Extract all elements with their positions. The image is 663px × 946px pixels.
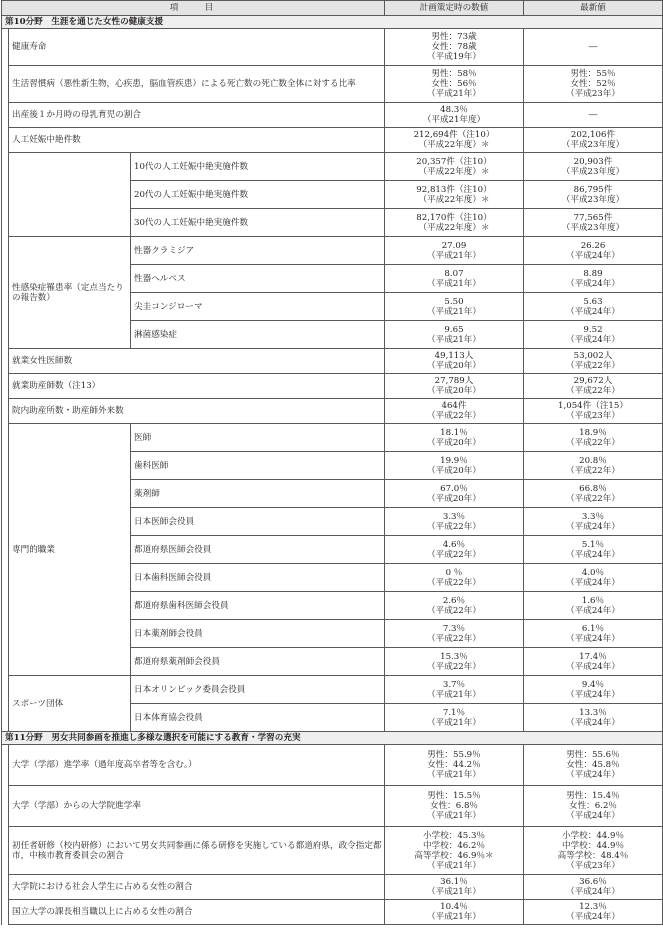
plan-value-line: （平成20年） bbox=[427, 493, 481, 504]
plan-value-line: 女性：6.8％ bbox=[429, 801, 479, 811]
plan-value-line: 小学校：45.3％ bbox=[422, 830, 486, 841]
plan-value-line: 15.3％ bbox=[440, 651, 468, 662]
sub-row-label: 30代の人工妊娠中絶実施件数 bbox=[131, 209, 385, 237]
table-row bbox=[2, 875, 663, 900]
latest-value-line: 29,672人 bbox=[573, 376, 613, 386]
latest-value-line: （平成24年） bbox=[566, 661, 620, 672]
row-label: 出産後１か月時の母乳育児の割合 bbox=[9, 103, 385, 128]
plan-value-line: 男性：73歳 bbox=[431, 32, 477, 42]
plan-value bbox=[385, 900, 524, 925]
latest-value-line: 5.63 bbox=[583, 296, 603, 307]
latest-value bbox=[524, 349, 663, 374]
row-label: 就業女性医師数 bbox=[9, 349, 385, 374]
table-row bbox=[2, 103, 663, 128]
plan-value-line: （平成22年度）＊ bbox=[418, 140, 490, 150]
sub-row-label: 日本体育協会役員 bbox=[131, 704, 385, 732]
sub-row-label: 尖圭コンジローマ bbox=[131, 293, 385, 321]
plan-value bbox=[385, 349, 524, 374]
plan-value-line: （平成21年度） bbox=[422, 115, 486, 125]
plan-value bbox=[385, 128, 524, 153]
plan-value-line: （平成21年） bbox=[427, 250, 481, 261]
plan-value-line: （平成22年） bbox=[427, 521, 481, 532]
plan-value-line: 5.50 bbox=[444, 296, 464, 307]
plan-value-line: （平成19年） bbox=[427, 52, 481, 62]
latest-value bbox=[524, 648, 663, 676]
header-row bbox=[2, 1, 663, 16]
plan-value-line: 女性：78歳 bbox=[431, 42, 477, 52]
plan-value bbox=[385, 153, 524, 181]
plan-value-line: （平成21年） bbox=[427, 811, 481, 821]
latest-value-line: 4.0％ bbox=[581, 567, 605, 578]
section-title: 第10分野 生涯を通じた女性の健康支援 bbox=[2, 16, 663, 29]
plan-value-line: （平成22年） bbox=[427, 577, 481, 588]
plan-value-line: 48.3％ bbox=[440, 105, 468, 115]
plan-value bbox=[385, 620, 524, 648]
latest-value-line: 53,002人 bbox=[573, 351, 613, 361]
row-label: 生活習慣病（悪性新生物，心疾患，脳血管疾患）による死亡数の死亡数全体に対する比率 bbox=[9, 66, 385, 103]
plan-value-line: 3.7％ bbox=[442, 679, 466, 690]
sub-row-label: 日本薬剤師会役員 bbox=[131, 620, 385, 648]
plan-value-line: 18.1％ bbox=[440, 427, 468, 438]
latest-value bbox=[524, 480, 663, 508]
plan-value bbox=[385, 676, 524, 704]
sub-row-label: 淋菌感染症 bbox=[131, 321, 385, 349]
row-label: 大学（学部）進学率（過年度高卒者等を含む。） bbox=[9, 745, 385, 786]
latest-value-line: （平成23年） bbox=[566, 860, 620, 871]
latest-value-line: 17.4％ bbox=[579, 651, 607, 662]
plan-value-line: 10.4％ bbox=[440, 902, 468, 912]
latest-value-line: 8.89 bbox=[583, 268, 603, 279]
plan-value-line: 7.1％ bbox=[442, 707, 466, 718]
latest-value bbox=[524, 592, 663, 620]
plan-value bbox=[385, 827, 524, 875]
plan-value-line: 8.07 bbox=[444, 268, 464, 279]
plan-value-line: 27.09 bbox=[441, 240, 467, 251]
latest-value-line: 36.6％ bbox=[579, 877, 607, 887]
latest-value-line: 1,054件（注15） bbox=[558, 401, 628, 411]
latest-value bbox=[524, 181, 663, 209]
plan-value-line: 男性：15.5％ bbox=[427, 791, 481, 801]
latest-value-line: （平成24年） bbox=[566, 250, 620, 261]
plan-value bbox=[385, 265, 524, 293]
plan-value-line: （平成20年） bbox=[427, 437, 481, 448]
table-row bbox=[2, 786, 663, 827]
latest-value-line: 5.1％ bbox=[581, 539, 605, 550]
group-label: 専門的職業 bbox=[9, 424, 131, 676]
row-label: 健康寿命 bbox=[9, 29, 385, 66]
latest-value-line: （平成22年） bbox=[566, 386, 620, 396]
plan-value-line: （平成22年） bbox=[427, 549, 481, 560]
plan-value-line: （平成21年） bbox=[427, 717, 481, 728]
latest-value-line: 女性：45.8％ bbox=[566, 760, 620, 770]
plan-value bbox=[385, 648, 524, 676]
latest-value-line: （平成24年） bbox=[566, 549, 620, 560]
section-header bbox=[2, 732, 663, 745]
header-plan: 計画策定時の数値 bbox=[385, 1, 524, 16]
row-label: 院内助産所数・助産師外来数 bbox=[9, 399, 385, 424]
sub-row-label: 日本歯科医師会役員 bbox=[131, 564, 385, 592]
plan-value bbox=[385, 480, 524, 508]
row-label: 大学院における社会人学生に占める女性の割合 bbox=[9, 875, 385, 900]
latest-value bbox=[524, 293, 663, 321]
latest-value-line: （平成24年） bbox=[566, 577, 620, 588]
plan-value bbox=[385, 564, 524, 592]
latest-value-line: （平成24年） bbox=[566, 689, 620, 700]
latest-value-line: 1.6％ bbox=[581, 595, 605, 606]
plan-value-line: （平成21年） bbox=[427, 912, 481, 922]
header-item-text: 項 目 bbox=[169, 3, 217, 13]
latest-value bbox=[524, 153, 663, 181]
plan-value bbox=[385, 374, 524, 399]
plan-value bbox=[385, 66, 524, 103]
latest-value-line: （平成23年） bbox=[566, 89, 620, 99]
plan-value-line: 49,113人 bbox=[434, 351, 474, 361]
plan-value bbox=[385, 399, 524, 424]
latest-value bbox=[524, 536, 663, 564]
sub-row-label: 歯科医師 bbox=[131, 452, 385, 480]
plan-value-line: 2.6％ bbox=[442, 595, 466, 606]
table-row bbox=[2, 827, 663, 875]
plan-value bbox=[385, 293, 524, 321]
plan-value-line: （平成22年） bbox=[427, 605, 481, 616]
plan-value-line: 3.3％ bbox=[442, 511, 466, 522]
latest-value-line: （平成24年） bbox=[566, 887, 620, 897]
table-row bbox=[2, 900, 663, 925]
plan-value-line: （平成21年） bbox=[427, 689, 481, 700]
sub-row-label: 日本オリンピック委員会役員 bbox=[131, 676, 385, 704]
latest-value bbox=[524, 321, 663, 349]
latest-value-line: （平成24年） bbox=[566, 770, 620, 780]
table-row bbox=[2, 676, 663, 704]
row-label: 人工妊娠中絶件数 bbox=[9, 128, 385, 153]
latest-value-line: （平成24年） bbox=[566, 278, 620, 289]
latest-value-line: 26.26 bbox=[580, 240, 606, 251]
plan-value bbox=[385, 536, 524, 564]
plan-value-line: 36.1％ bbox=[440, 877, 468, 887]
plan-value-line: （平成22年度）＊ bbox=[418, 194, 490, 205]
latest-value-line: （平成22年） bbox=[566, 437, 620, 448]
latest-value-line: ― bbox=[588, 110, 598, 120]
table-row bbox=[2, 237, 663, 265]
latest-value bbox=[524, 564, 663, 592]
latest-value-line: 20,903件 bbox=[573, 156, 613, 167]
plan-value-line: 0 ％ bbox=[445, 567, 463, 578]
latest-value-line: 202,106件 bbox=[570, 130, 616, 140]
latest-value bbox=[524, 265, 663, 293]
latest-value-line: （平成24年） bbox=[566, 605, 620, 616]
section-indent bbox=[2, 745, 9, 925]
latest-value-line: （平成23年） bbox=[566, 411, 620, 421]
sub-row-label: 日本医師会役員 bbox=[131, 508, 385, 536]
sub-row-label: 性器ヘルペス bbox=[131, 265, 385, 293]
latest-value-line: 9.52 bbox=[583, 324, 603, 335]
latest-value bbox=[524, 29, 663, 66]
latest-value bbox=[524, 103, 663, 128]
sub-row-label: 10代の人工妊娠中絶実施件数 bbox=[131, 153, 385, 181]
latest-value-line: （平成24年） bbox=[566, 912, 620, 922]
table-row bbox=[2, 374, 663, 399]
plan-value-line: 20,357件（注10） bbox=[416, 156, 492, 167]
plan-value-line: 男性：55.9％ bbox=[427, 750, 481, 760]
latest-value bbox=[524, 704, 663, 732]
latest-value-line: ― bbox=[588, 42, 598, 52]
latest-value-line: 6.1％ bbox=[581, 623, 605, 634]
table-row bbox=[2, 128, 663, 153]
plan-value bbox=[385, 424, 524, 452]
plan-value-line: 9.65 bbox=[444, 324, 464, 335]
plan-value bbox=[385, 237, 524, 265]
plan-value-line: （平成21年） bbox=[427, 887, 481, 897]
plan-value-line: 92,813件（注10） bbox=[416, 184, 492, 195]
latest-value-line: 女性：6.2％ bbox=[568, 801, 618, 811]
plan-value-line: （平成21年） bbox=[427, 770, 481, 780]
latest-value-line: 18.9％ bbox=[579, 427, 607, 438]
latest-value bbox=[524, 508, 663, 536]
latest-value bbox=[524, 424, 663, 452]
plan-value bbox=[385, 209, 524, 237]
plan-value bbox=[385, 745, 524, 786]
sub-row-label: 20代の人工妊娠中絶実施件数 bbox=[131, 181, 385, 209]
plan-value-line: （平成22年度）＊ bbox=[418, 166, 490, 177]
plan-value-line: （平成20年） bbox=[427, 386, 481, 396]
plan-value bbox=[385, 181, 524, 209]
plan-value bbox=[385, 786, 524, 827]
latest-value bbox=[524, 128, 663, 153]
plan-value-line: 19.9％ bbox=[440, 455, 468, 466]
latest-value-line: （平成24年） bbox=[566, 306, 620, 317]
table-row bbox=[2, 153, 663, 181]
latest-value-line: （平成22年） bbox=[566, 493, 620, 504]
group-label: 性感染症罹患率（定点当たりの報告数） bbox=[9, 237, 131, 349]
plan-value-line: 464件 bbox=[441, 401, 467, 411]
group-indent bbox=[9, 153, 131, 237]
plan-value-line: （平成21年） bbox=[427, 278, 481, 289]
plan-value-line: 27,789人 bbox=[434, 376, 474, 386]
latest-value bbox=[524, 452, 663, 480]
sub-row-label: 性器クラミジア bbox=[131, 237, 385, 265]
row-label: 大学（学部）からの大学院進学率 bbox=[9, 786, 385, 827]
table-row bbox=[2, 349, 663, 374]
latest-value-line: （平成24年） bbox=[566, 334, 620, 345]
latest-value-line: 3.3％ bbox=[581, 511, 605, 522]
latest-value-line: （平成24年） bbox=[566, 811, 620, 821]
plan-value-line: （平成20年） bbox=[427, 361, 481, 371]
latest-value-line: （平成24年） bbox=[566, 633, 620, 644]
latest-value bbox=[524, 374, 663, 399]
plan-value bbox=[385, 592, 524, 620]
header-item bbox=[2, 1, 385, 16]
plan-value-line: （平成21年） bbox=[427, 89, 481, 99]
table-row bbox=[2, 66, 663, 103]
plan-value-line: 67.0％ bbox=[440, 483, 468, 494]
plan-value-line: （平成22年） bbox=[427, 411, 481, 421]
plan-value-line: 82,170件（注10） bbox=[416, 212, 492, 223]
plan-value-line: 女性：56％ bbox=[431, 79, 477, 89]
latest-value-line: （平成23年度） bbox=[561, 166, 625, 177]
latest-value-line: 男性：55％ bbox=[570, 69, 616, 79]
section-header bbox=[2, 16, 663, 29]
latest-value-line: 13.3％ bbox=[579, 707, 607, 718]
group-label: スポーツ団体 bbox=[9, 676, 131, 732]
sub-row-label: 都道府県医師会役員 bbox=[131, 536, 385, 564]
plan-value-line: 中学校：46.2％ bbox=[422, 840, 486, 851]
latest-value bbox=[524, 900, 663, 925]
latest-value-line: 12.3％ bbox=[579, 902, 607, 912]
latest-value-line: 66.8％ bbox=[579, 483, 607, 494]
row-label: 初任者研修（校内研修）において男女共同参画に係る研修を実施している都道府県，政令指定都市，中核市教育委員会の割合 bbox=[9, 827, 385, 875]
table-row bbox=[2, 399, 663, 424]
latest-value-line: 女性：52％ bbox=[570, 79, 616, 89]
latest-value-line: 86,795件 bbox=[573, 184, 613, 195]
table-body bbox=[2, 1, 663, 925]
latest-value-line: （平成23年度） bbox=[561, 194, 625, 205]
plan-value bbox=[385, 321, 524, 349]
latest-value bbox=[524, 66, 663, 103]
latest-value-line: （平成23年度） bbox=[561, 140, 625, 150]
latest-value-line: 20.8％ bbox=[579, 455, 607, 466]
plan-value-line: （平成21年） bbox=[427, 860, 481, 871]
header-latest: 最新値 bbox=[524, 1, 663, 16]
table-row bbox=[2, 424, 663, 452]
latest-value-line: 77,565件 bbox=[573, 212, 613, 223]
latest-value bbox=[524, 620, 663, 648]
latest-value bbox=[524, 676, 663, 704]
latest-value bbox=[524, 745, 663, 786]
table-row bbox=[2, 745, 663, 786]
latest-value-line: （平成22年） bbox=[566, 361, 620, 371]
plan-value-line: 男性：58％ bbox=[431, 69, 477, 79]
latest-value-line: （平成23年度） bbox=[561, 222, 625, 233]
plan-value-line: （平成21年） bbox=[427, 306, 481, 317]
plan-value-line: 212,694件（注10） bbox=[413, 130, 495, 140]
latest-value-line: （平成22年） bbox=[566, 465, 620, 476]
plan-value-line: （平成22年） bbox=[427, 633, 481, 644]
row-label: 国立大学の課長相当職以上に占める女性の割合 bbox=[9, 900, 385, 925]
latest-value bbox=[524, 399, 663, 424]
latest-value-line: 高等学校：48.4％ bbox=[557, 850, 629, 861]
plan-value bbox=[385, 29, 524, 66]
latest-value-line: （平成24年） bbox=[566, 717, 620, 728]
plan-value-line: （平成20年） bbox=[427, 465, 481, 476]
latest-value bbox=[524, 786, 663, 827]
latest-value bbox=[524, 209, 663, 237]
plan-value-line: （平成21年） bbox=[427, 334, 481, 345]
latest-value bbox=[524, 237, 663, 265]
plan-value-line: （平成22年度）＊ bbox=[418, 222, 490, 233]
table-row bbox=[2, 29, 663, 66]
latest-value-line: 中学校：44.9％ bbox=[561, 840, 625, 851]
sub-row-label: 薬剤師 bbox=[131, 480, 385, 508]
plan-value bbox=[385, 875, 524, 900]
latest-value-line: 9.4％ bbox=[581, 679, 605, 690]
sub-row-label: 医師 bbox=[131, 424, 385, 452]
plan-value-line: 4.6％ bbox=[442, 539, 466, 550]
plan-value-line: 女性：44.2％ bbox=[427, 760, 481, 770]
sub-row-label: 都道府県薬剤師会役員 bbox=[131, 648, 385, 676]
plan-value bbox=[385, 704, 524, 732]
plan-value bbox=[385, 452, 524, 480]
latest-value-line: 男性：15.4％ bbox=[566, 791, 620, 801]
section-indent bbox=[2, 29, 9, 732]
section-title: 第11分野 男女共同参画を推進し多様な選択を可能にする教育・学習の充実 bbox=[2, 732, 663, 745]
plan-value-line: （平成22年） bbox=[427, 661, 481, 672]
latest-value-line: 小学校：44.9％ bbox=[561, 830, 625, 841]
indicator-table bbox=[1, 0, 663, 925]
latest-value-line: （平成24年） bbox=[566, 521, 620, 532]
latest-value bbox=[524, 875, 663, 900]
plan-value-line: 7.3％ bbox=[442, 623, 466, 634]
plan-value bbox=[385, 103, 524, 128]
latest-value-line: 男性：55.6％ bbox=[566, 750, 620, 760]
row-label: 就業助産師数（注13） bbox=[9, 374, 385, 399]
sub-row-label: 都道府県歯科医師会役員 bbox=[131, 592, 385, 620]
latest-value bbox=[524, 827, 663, 875]
plan-value bbox=[385, 508, 524, 536]
plan-value-line: 高等学校：46.9％＊ bbox=[414, 850, 494, 861]
